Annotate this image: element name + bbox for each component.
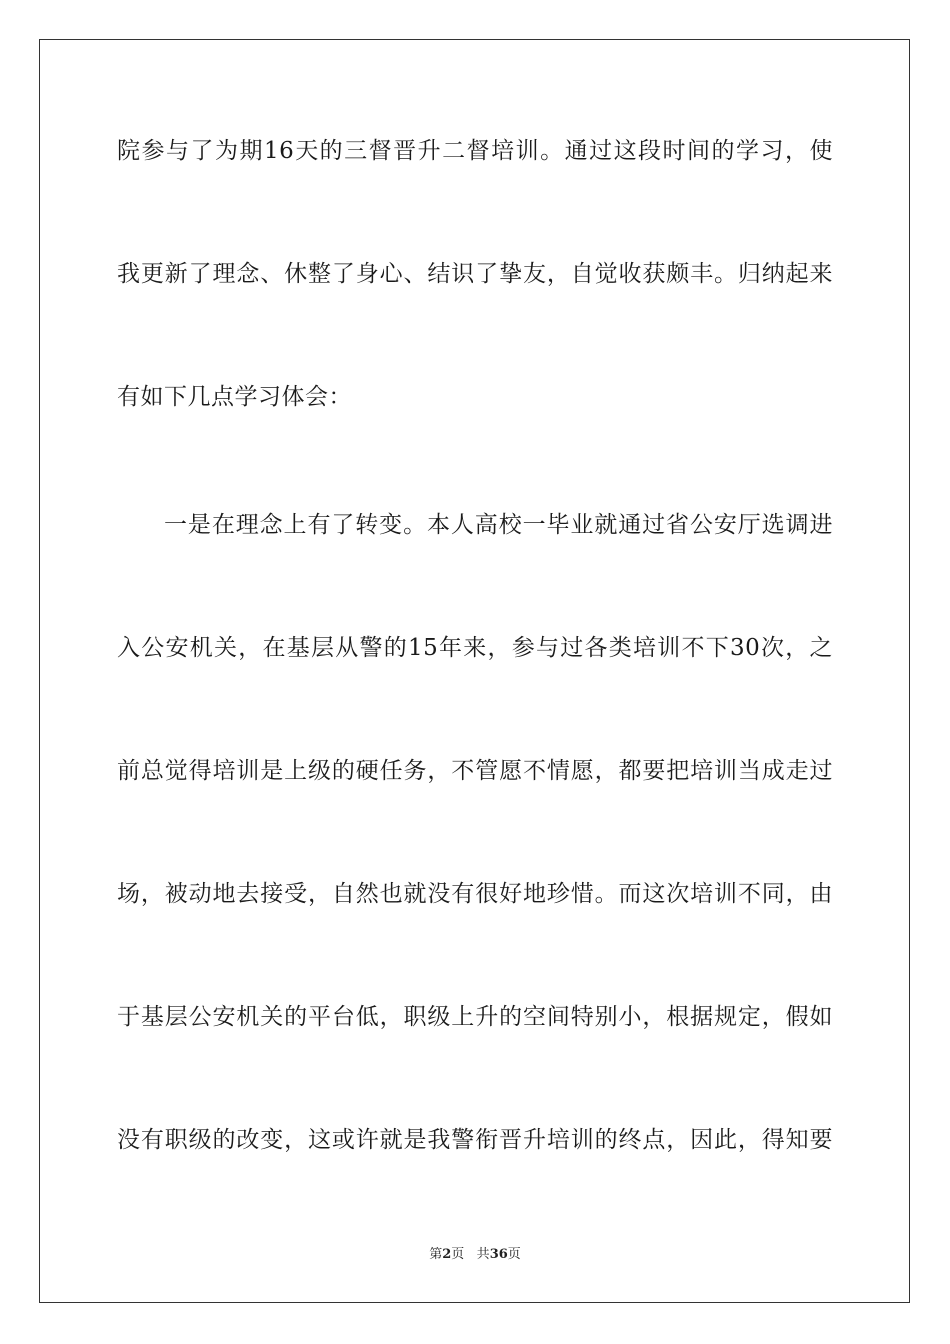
body-line-2: 我更新了理念、休整了身心、结识了挚友，自觉收获颇丰。归纳起来: [117, 261, 833, 287]
body-line-1: 院参与了为期16天的三督晋升二督培训。通过这段时间的学习，使: [117, 138, 833, 164]
page-label-suffix: 页: [451, 1247, 465, 1262]
total-pages: 36: [489, 1247, 508, 1262]
page-border: [39, 39, 910, 1303]
total-label-prefix: 共: [476, 1247, 490, 1262]
page-label-prefix: 第: [429, 1247, 443, 1262]
page-footer: [0, 1245, 950, 1265]
body-line-5: 入公安机关，在基层从警的15年来，参与过各类培训不下30次，之: [117, 635, 833, 661]
page-number: 2: [442, 1247, 452, 1262]
body-line-6: 前总觉得培训是上级的硬任务，不管愿不情愿，都要把培训当成走过: [117, 758, 833, 784]
body-line-3: 有如下几点学习体会：: [117, 384, 352, 410]
body-line-8: 于基层公安机关的平台低，职级上升的空间特别小，根据规定，假如: [117, 1004, 833, 1030]
body-line-9: 没有职级的改变，这或许就是我警衔晋升培训的终点，因此，得知要: [117, 1127, 833, 1153]
paragraph-start-line: 一是在理念上有了转变。本人高校一毕业就通过省公安厅选调进: [164, 512, 833, 538]
total-label-suffix: 页: [507, 1247, 521, 1262]
body-line-7: 场，被动地去接受，自然也就没有很好地珍惜。而这次培训不同，由: [117, 881, 833, 907]
